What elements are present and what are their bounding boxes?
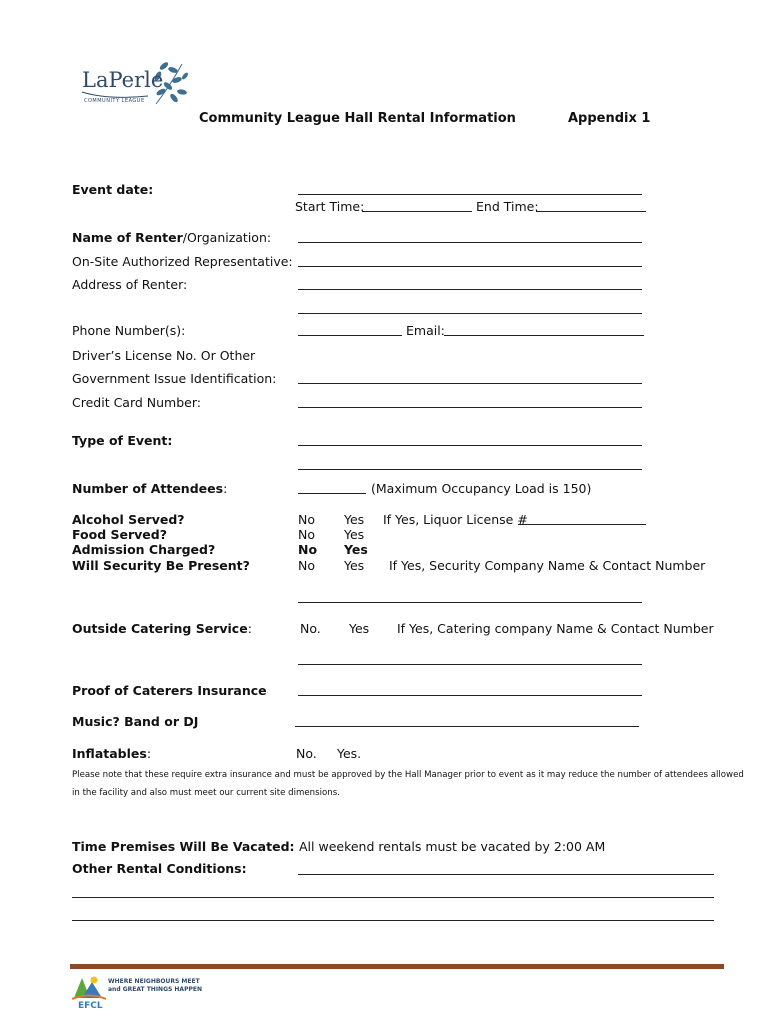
- phone-label: Phone Number(s):: [72, 323, 186, 338]
- conditions-field-3[interactable]: [72, 920, 714, 921]
- insurance-field[interactable]: [298, 695, 642, 696]
- catering-label: [72, 621, 252, 636]
- catering-yes-option[interactable]: Yes: [349, 621, 370, 636]
- admission-label: Admission Charged?: [72, 542, 216, 557]
- food-label: Food Served?: [72, 527, 167, 542]
- vacate-value: All weekend rentals must be vacated by 2:00 AM: [299, 839, 606, 854]
- admission-no-option[interactable]: No: [298, 542, 318, 557]
- efcl-tagline-2: and GREAT THINGS HAPPEN: [108, 986, 202, 993]
- event-type-field-1[interactable]: [298, 445, 642, 446]
- liquor-license-note: If Yes, Liquor License #: [383, 512, 528, 527]
- attendees-colon: :: [223, 481, 228, 496]
- insurance-label: Proof of Caterers Insurance: [72, 683, 267, 698]
- address-field-1[interactable]: [298, 289, 642, 290]
- event-type-field-2[interactable]: [298, 469, 642, 470]
- liquor-license-field[interactable]: [518, 524, 646, 525]
- music-field[interactable]: [295, 726, 639, 727]
- end-time-label: End Time:: [476, 199, 539, 214]
- footer-divider: [70, 964, 724, 969]
- attendees-label: [72, 481, 227, 496]
- catering-company-note: If Yes, Catering company Name & Contact Number: [397, 621, 714, 636]
- alcohol-yes-option[interactable]: Yes: [344, 512, 365, 527]
- renter-name-rest: /Organization:: [182, 230, 272, 245]
- start-time-label: Start Time:: [295, 199, 365, 214]
- renter-name-label: [72, 230, 271, 245]
- event-type-label: Type of Event:: [72, 433, 173, 448]
- email-field[interactable]: [444, 335, 644, 336]
- security-label: Will Security Be Present?: [72, 558, 250, 573]
- end-time-field[interactable]: [536, 211, 646, 212]
- credit-card-field[interactable]: [298, 407, 642, 408]
- catering-label-bold: Outside Catering Service: [72, 621, 248, 636]
- event-date-label: Event date:: [72, 182, 154, 197]
- attendees-label-bold: Number of Attendees: [72, 481, 224, 496]
- appendix-label: Appendix 1: [568, 111, 651, 126]
- music-label: Music? Band or DJ: [72, 714, 199, 729]
- address-field-2[interactable]: [298, 313, 642, 314]
- conditions-field-2[interactable]: [72, 897, 714, 898]
- alcohol-label: Alcohol Served?: [72, 512, 185, 527]
- catering-no-option[interactable]: No.: [300, 621, 321, 636]
- renter-name-field[interactable]: [298, 242, 642, 243]
- laperle-logo: [78, 56, 190, 112]
- catering-colon: :: [247, 621, 252, 636]
- food-no-option[interactable]: No: [298, 527, 315, 542]
- occupancy-note: (Maximum Occupancy Load is 150): [371, 481, 592, 496]
- license-field[interactable]: [298, 383, 642, 384]
- security-company-note: If Yes, Security Company Name & Contact Number: [389, 558, 706, 573]
- efcl-logo: [72, 974, 202, 1014]
- catering-company-field[interactable]: [298, 664, 642, 665]
- efcl-org-text: EFCL: [78, 1001, 103, 1011]
- security-no-option[interactable]: No: [298, 558, 315, 573]
- logo-sub-text: COMMUNITY LEAGUE: [84, 98, 145, 104]
- efcl-house-icon: [72, 974, 106, 1000]
- email-label: Email:: [406, 323, 445, 338]
- attendees-field[interactable]: [298, 493, 366, 494]
- inflatables-no-option[interactable]: No.: [296, 746, 317, 761]
- disclaimer-line-2: in the facility and also must meet our current site dimensions.: [72, 788, 340, 798]
- conditions-label: Other Rental Conditions:: [72, 861, 247, 876]
- admission-yes-option[interactable]: Yes: [344, 542, 368, 557]
- disclaimer-line-1: Please note that these require extra insurance and must be approved by the Hall Manager prior to event as it may reduce the number of attendees allowed: [72, 770, 744, 780]
- vacate-label: Time Premises Will Be Vacated:: [72, 839, 295, 854]
- renter-name-bold: Name of Renter: [72, 230, 183, 245]
- food-yes-option[interactable]: Yes: [344, 527, 365, 542]
- event-date-field[interactable]: [298, 194, 642, 195]
- alcohol-no-option[interactable]: No: [298, 512, 315, 527]
- license-label-line1: Driver’s License No. Or Other: [72, 348, 256, 363]
- page-title: Community League Hall Rental Information: [199, 111, 516, 126]
- representative-label: On-Site Authorized Representative:: [72, 254, 293, 269]
- credit-card-label: Credit Card Number:: [72, 395, 201, 410]
- phone-field[interactable]: [298, 335, 402, 336]
- start-time-field[interactable]: [362, 211, 472, 212]
- inflatables-yes-option[interactable]: Yes.: [337, 746, 362, 761]
- address-label: Address of Renter:: [72, 277, 188, 292]
- efcl-tagline-1: WHERE NEIGHBOURS MEET: [108, 978, 200, 985]
- logo-brand-text: LaPerle: [82, 68, 164, 92]
- inflatables-label-bold: Inflatables: [72, 746, 147, 761]
- security-company-field[interactable]: [298, 602, 642, 603]
- conditions-field-1[interactable]: [298, 874, 714, 875]
- representative-field[interactable]: [298, 266, 642, 267]
- inflatables-label: [72, 746, 151, 761]
- security-yes-option[interactable]: Yes: [344, 558, 365, 573]
- license-label-line2: Government Issue Identification:: [72, 371, 277, 386]
- inflatables-colon: :: [146, 746, 152, 761]
